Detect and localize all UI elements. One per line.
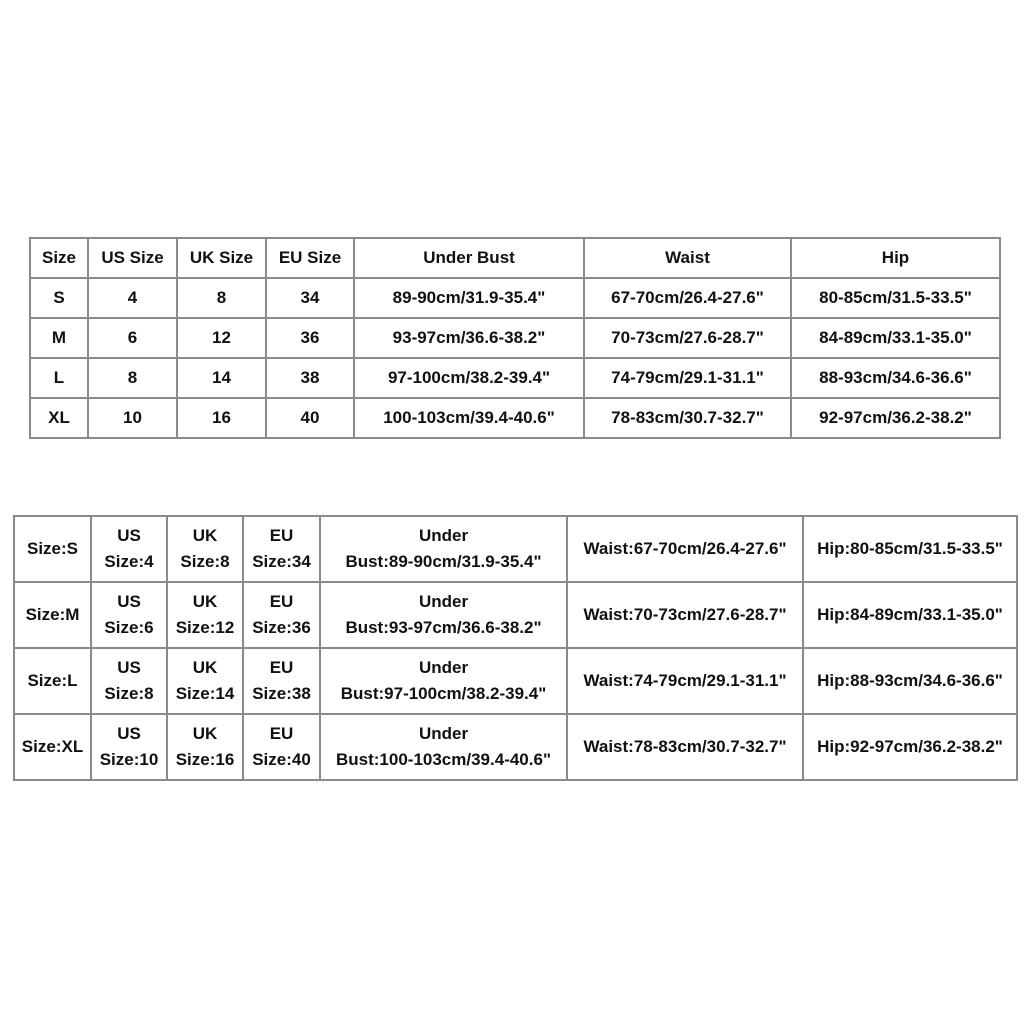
cell-uk-size (167, 516, 243, 582)
cell-waist: 78-83cm/30.7-32.7" (584, 398, 791, 438)
cell-text: Size:S (26, 539, 79, 558)
cell-text: Size:8 (180, 552, 230, 571)
cell-text: Bust:93-97cm/36.6-38.2" (345, 618, 542, 637)
cell-eu-size: 36 (266, 318, 354, 358)
cell-text: UK (192, 592, 218, 611)
cell-waist (567, 582, 803, 648)
cell-waist (567, 648, 803, 714)
cell-text: Size:12 (175, 618, 235, 637)
cell-us-size (91, 516, 167, 582)
cell-text: UK (192, 526, 218, 545)
cell-waist (567, 516, 803, 582)
header-waist: Waist (584, 238, 791, 278)
cell-text: Size:6 (104, 618, 154, 637)
cell-uk-size (167, 582, 243, 648)
cell-eu-size (243, 714, 320, 780)
cell-us-size (91, 582, 167, 648)
cell-text: US (117, 592, 141, 611)
cell-text: US (117, 526, 141, 545)
cell-text: EU (269, 724, 294, 743)
cell-uk-size (167, 714, 243, 780)
cell-under-bust: 93-97cm/36.6-38.2" (354, 318, 584, 358)
cell-text: Size:36 (252, 618, 311, 637)
cell-hip: 92-97cm/36.2-38.2" (791, 398, 1000, 438)
cell-us-size: 8 (88, 358, 177, 398)
cell-text: UK (192, 658, 218, 677)
cell-text: US (117, 658, 141, 677)
cell-under-bust: 100-103cm/39.4-40.6" (354, 398, 584, 438)
cell-text: Size:16 (175, 750, 235, 769)
cell-under-bust: 89-90cm/31.9-35.4" (354, 278, 584, 318)
header-hip: Hip (791, 238, 1000, 278)
cell-text: Hip:92-97cm/36.2-38.2" (817, 737, 1003, 756)
cell-text: EU (269, 526, 294, 545)
table-header-row (30, 238, 1000, 278)
cell-size (14, 714, 91, 780)
table-row (14, 714, 1017, 780)
header-under-bust: Under Bust (354, 238, 584, 278)
size-chart-table-labeled (13, 515, 1018, 781)
cell-us-size: 4 (88, 278, 177, 318)
cell-size: M (30, 318, 88, 358)
cell-text: Waist:78-83cm/30.7-32.7" (583, 737, 787, 756)
cell-us-size (91, 714, 167, 780)
cell-eu-size (243, 648, 320, 714)
cell-uk-size: 14 (177, 358, 266, 398)
cell-size (14, 516, 91, 582)
header-uk-size: UK Size (177, 238, 266, 278)
cell-eu-size: 34 (266, 278, 354, 318)
cell-text: US (117, 724, 141, 743)
cell-hip: 88-93cm/34.6-36.6" (791, 358, 1000, 398)
cell-eu-size: 40 (266, 398, 354, 438)
table-row (30, 398, 1000, 438)
cell-text: Waist:74-79cm/29.1-31.1" (583, 671, 787, 690)
cell-under-bust (320, 516, 567, 582)
cell-text: EU (269, 592, 294, 611)
cell-under-bust (320, 582, 567, 648)
cell-text: Bust:100-103cm/39.4-40.6" (335, 750, 551, 769)
cell-text: EU (269, 658, 294, 677)
cell-text: Size:34 (252, 552, 311, 571)
cell-text: Waist:67-70cm/26.4-27.6" (583, 539, 787, 558)
cell-waist: 67-70cm/26.4-27.6" (584, 278, 791, 318)
cell-text: Bust:97-100cm/38.2-39.4" (340, 684, 547, 703)
cell-text: Size:4 (104, 552, 154, 571)
cell-uk-size: 12 (177, 318, 266, 358)
cell-under-bust (320, 714, 567, 780)
cell-hip (803, 516, 1017, 582)
cell-uk-size: 8 (177, 278, 266, 318)
table-row (14, 516, 1017, 582)
cell-size (14, 582, 91, 648)
header-size: Size (30, 238, 88, 278)
cell-under-bust (320, 648, 567, 714)
table-row (30, 318, 1000, 358)
table-row (30, 278, 1000, 318)
cell-text: Size:M (25, 605, 80, 624)
size-chart-table-compact (29, 237, 1001, 439)
cell-waist: 70-73cm/27.6-28.7" (584, 318, 791, 358)
cell-uk-size: 16 (177, 398, 266, 438)
cell-eu-size (243, 516, 320, 582)
table-row (14, 582, 1017, 648)
cell-text: Size:L (27, 671, 78, 690)
cell-text: Bust:89-90cm/31.9-35.4" (345, 552, 542, 571)
cell-text: Size:10 (99, 750, 159, 769)
cell-text: Size:14 (175, 684, 235, 703)
cell-waist (567, 714, 803, 780)
cell-text: Hip:80-85cm/31.5-33.5" (817, 539, 1003, 558)
table-row (30, 358, 1000, 398)
cell-uk-size (167, 648, 243, 714)
cell-text: UK (192, 724, 218, 743)
cell-text: Waist:70-73cm/27.6-28.7" (583, 605, 787, 624)
cell-text: Hip:84-89cm/33.1-35.0" (817, 605, 1003, 624)
cell-text: Size:38 (252, 684, 311, 703)
cell-text: Under (418, 592, 469, 611)
cell-size: L (30, 358, 88, 398)
cell-size: S (30, 278, 88, 318)
cell-hip (803, 582, 1017, 648)
cell-size (14, 648, 91, 714)
cell-hip: 80-85cm/31.5-33.5" (791, 278, 1000, 318)
header-us-size: US Size (88, 238, 177, 278)
table-row (14, 648, 1017, 714)
cell-text: Under (418, 658, 469, 677)
cell-hip (803, 714, 1017, 780)
cell-text: Size:40 (252, 750, 311, 769)
cell-text: Size:XL (21, 737, 84, 756)
cell-size: XL (30, 398, 88, 438)
cell-text: Under (418, 724, 469, 743)
cell-us-size: 10 (88, 398, 177, 438)
header-eu-size: EU Size (266, 238, 354, 278)
cell-eu-size: 38 (266, 358, 354, 398)
cell-under-bust: 97-100cm/38.2-39.4" (354, 358, 584, 398)
cell-text: Size:8 (104, 684, 154, 703)
cell-text: Hip:88-93cm/34.6-36.6" (817, 671, 1003, 690)
cell-hip (803, 648, 1017, 714)
cell-us-size: 6 (88, 318, 177, 358)
cell-text: Under (418, 526, 469, 545)
cell-us-size (91, 648, 167, 714)
cell-eu-size (243, 582, 320, 648)
cell-hip: 84-89cm/33.1-35.0" (791, 318, 1000, 358)
cell-waist: 74-79cm/29.1-31.1" (584, 358, 791, 398)
